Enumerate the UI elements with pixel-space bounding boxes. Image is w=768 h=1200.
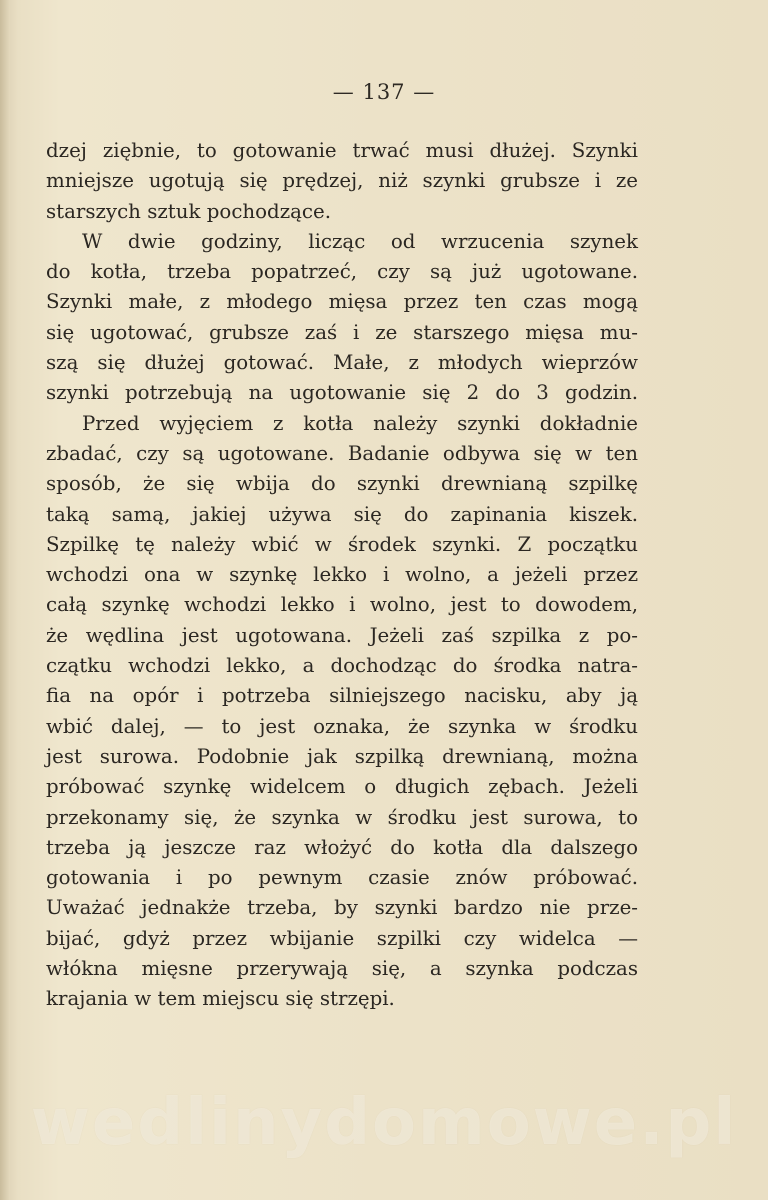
text-line: całą szynkę wchodzi lekko i wolno, jest to dowodem, <box>46 593 638 617</box>
text-line: się ugotować, grubsze zaś i ze starszego mięsa mu- <box>46 320 638 344</box>
page-number-header: — 137 — <box>332 80 436 104</box>
text-line: przekonamy się, że szynka w środku jest surowa, to <box>46 805 638 829</box>
text-line: jest surowa. Podobnie jak szpilką drewnianą, można <box>46 744 638 768</box>
text-line: Uważać jednakże trzeba, by szynki bardzo nie prze- <box>46 896 638 920</box>
text-line: próbować szynkę widelcem o długich zębach. Jeżeli <box>46 775 638 799</box>
text-line: trzeba ją jeszcze raz włożyć do kotła dla dalszego <box>46 835 638 859</box>
text-line: Przed wyjęciem z kotła należy szynki dokładnie <box>82 411 638 435</box>
text-line: bijać, gdyż przez wbijanie szpilki czy widelca — <box>46 926 638 950</box>
text-line: włókna mięsne przerywają się, a szynka podczas <box>46 957 638 981</box>
text-line: taką samą, jakiej używa się do zapinania kiszek. <box>46 502 638 526</box>
text-line: zbadać, czy są ugotowane. Badanie odbywa się w ten <box>46 441 638 465</box>
body-text <box>46 136 638 1015</box>
text-line: Szynki małe, z młodego mięsa przez ten czas mogą <box>46 290 638 314</box>
text-line: że wędlina jest ugotowana. Jeżeli zaś szpilka z po- <box>46 623 638 647</box>
text-line: szą się dłużej gotować. Małe, z młodych wieprzów <box>46 351 638 375</box>
watermark: wedlinydomowe.pl <box>30 1086 738 1160</box>
text-line: dzej ziębnie, to gotowanie trwać musi dłużej. Szynki <box>46 139 638 162</box>
text-line: starszych sztuk pochodzące. <box>46 199 331 223</box>
text-line: wbić dalej, — to jest oznaka, że szynka w środku <box>46 714 638 738</box>
text-line: czątku wchodzi lekko, a dochodząc do środka natra- <box>46 654 638 678</box>
page-binding-edge <box>0 0 10 1200</box>
text-line: do kotła, trzeba popatrzeć, czy są już ugotowane. <box>46 260 638 284</box>
text-line: sposób, że się wbija do szynki drewnianą szpilkę <box>46 472 638 496</box>
text-line: mniejsze ugotują się prędzej, niż szynki grubsze i ze <box>46 169 638 193</box>
text-line: gotowania i po pewnym czasie znów próbować. <box>46 866 638 890</box>
text-line: krajania w tem miejscu się strzępi. <box>46 987 395 1011</box>
text-line: W dwie godziny, licząc od wrzucenia szynek <box>82 229 638 253</box>
text-line: Szpilkę tę należy wbić w środek szynki. Z początku <box>46 532 638 556</box>
text-line: szynki potrzebują na ugotowanie się 2 do 3 godzin. <box>46 381 638 405</box>
text-line: fia na opór i potrzeba silniejszego nacisku, aby ją <box>46 684 638 708</box>
text-line: wchodzi ona w szynkę lekko i wolno, a jeżeli przez <box>46 563 638 587</box>
